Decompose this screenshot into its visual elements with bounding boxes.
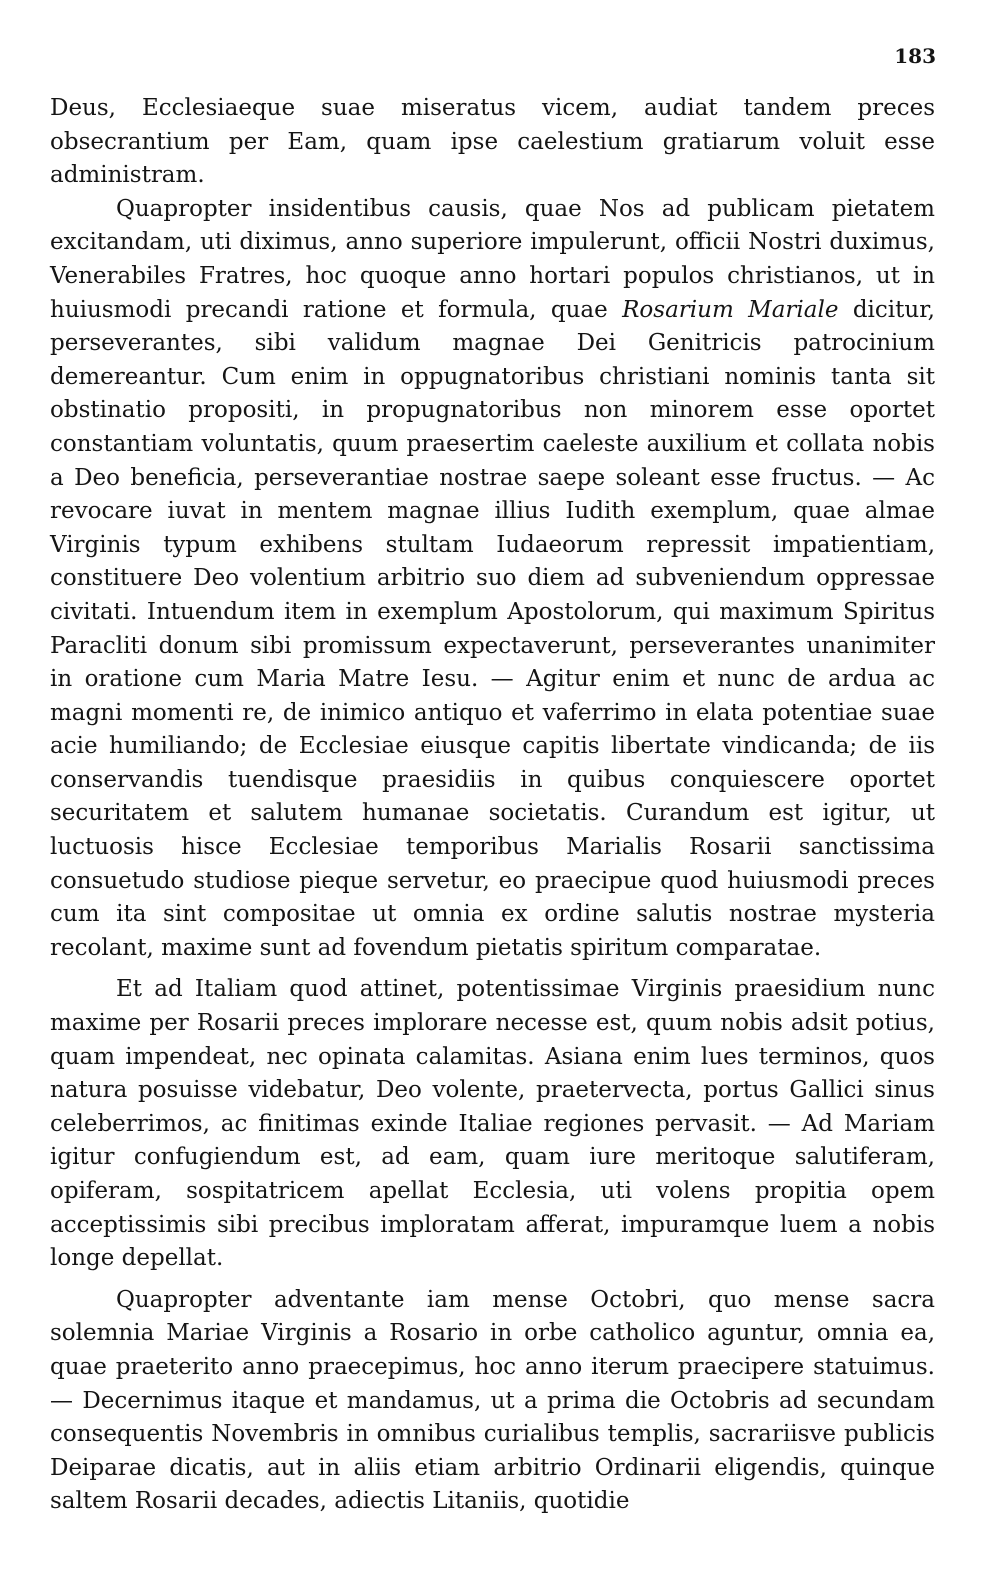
- paragraph-2-part-1: Quapropter insidentibus causis, quae Nos ad publicam pietatem excitandam, uti diximus, anno superiore impulerunt, officii Nostri duximus, Venerabiles Fratres, hoc quoque anno hortari populos christianos, ut in huiusmodi precandi ratione et formula, quae: [50, 195, 935, 323]
- paragraph-1: Deus, Ecclesiaeque suae miseratus vicem, audiat tandem preces obsecrantium per Eam, quam ipse caelestium gratiarum voluit esse administram.: [50, 95, 935, 189]
- paragraph-2: [50, 193, 935, 966]
- paragraph-4: Quapropter adventante iam mense Octobri, quo mense sacra solemnia Mariae Virginis a Rosario in orbe catholico aguntur, omnia ea, quae praeterito anno praecepimus, hoc anno iterum praecipere statuimus. — Decernimus itaque et mandamus, ut a prima die Octobris ad secundam consequentis Novembris in omnibus curialibus templis, sacrariisve publicis Deiparae dicatis, aut in aliis etiam arbitrio Ordinarii eligendis, quinque saltem Rosarii decades, adiectis Litaniis, quotidie: [50, 1286, 935, 1515]
- paragraph-3: Et ad Italiam quod attinet, potentissimae Virginis praesidium nunc maxime per Rosarii preces implorare necesse est, quum nobis adsit potius, quam impendeat, nec opinata calamitas. Asiana enim lues terminos, quos natura posuisse videbatur, Deo volente, praetervecta, portus Gallici sinus celeberrimos, ac finitimas exinde Italiae regiones pervasit. — Ad Mariam igitur confugiendum est, ad eam, quam iure meritoque salutiferam, opiferam, sospitatricem apellat Ecclesia, uti volens propitia opem acceptissimis sibi precibus imploratam afferat, impuramque luem a nobis longe depellat.: [50, 976, 935, 1272]
- body-text: [50, 92, 935, 1519]
- paragraph-2-italic-term: Rosarium Mariale: [622, 296, 839, 323]
- page-number: 183: [894, 44, 936, 68]
- paragraph-2-part-2: dicitur, perseverantes, sibi validum magnae Dei Genitricis patrocinium demereantur. Cum enim in oppugnatoribus christiani nominis tanta sit obstinatio propositi, in propugnatoribus non minorem esse oportet constantiam voluntatis, quum praesertim caeleste auxilium et collata nobis a Deo beneficia, perseverantiae nostrae saepe soleant esse fructus. — Ac revocare iuvat in mentem magnae illius Iudith exemplum, quae almae Virginis typum exhibens stultam Iudaeorum repressit impatientiam, constituere Deo volentium arbitrio suo diem ad subveniendum oppressae civitati. Intuendum item in exemplum Apostolorum, qui maximum Spiritus Paracliti donum sibi promissum expectaverunt, perseverantes unanimiter in oratione cum Maria Matre Iesu. — Agitur enim et nunc de ardua ac magni momenti re, de inimico antiquo et vaferrimo in elata potentiae suae acie humiliando; de Ecclesiae eiusque capitis libertate vindicanda; de iis conservandis tuendisque praesidiis in quibus conquiescere oportet securitatem et salutem humanae societatis. Curandum est igitur, ut luctuosis hisce Ecclesiae temporibus Marialis Rosarii sanctissima consuetudo studiose pieque servetur, eo praecipue quod huiusmodi preces cum ita sint compositae ut omnia ex ordine salutis nostrae mysteria recolant, maxime sunt ad fovendum pietatis spiritum comparatae.: [50, 296, 935, 961]
